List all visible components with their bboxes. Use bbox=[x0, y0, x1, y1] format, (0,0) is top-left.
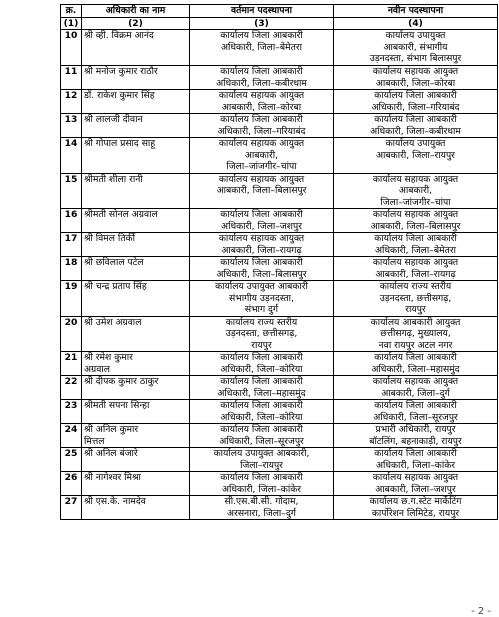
new-posting-cell bbox=[334, 472, 498, 496]
officer-name-cell bbox=[82, 233, 190, 257]
officer-name-line: श्री गोपाल प्रसाद साहू bbox=[84, 138, 156, 149]
current-posting-line: अधिकारी, जिला–गरियाबंद bbox=[217, 125, 306, 137]
new-posting-line: कार्यालय सहायक आयुक्त bbox=[372, 209, 459, 220]
new-posting-line: आबकारी, जिला–रायपुर bbox=[376, 149, 455, 161]
serial-number: 22 bbox=[61, 376, 82, 400]
new-posting-cell bbox=[334, 138, 498, 174]
serial-number: 21 bbox=[61, 352, 82, 376]
officer-name-line: श्रीमती सोनल अग्रवाल bbox=[84, 209, 158, 220]
table-row bbox=[61, 90, 498, 114]
new-posting-line: कार्यालय सहायक आयुक्त bbox=[372, 257, 459, 268]
current-posting-line: कार्यालय जिला आबकारी bbox=[220, 30, 303, 41]
column-number: (1) bbox=[61, 17, 82, 30]
current-posting-line: संभाग दुर्ग bbox=[244, 304, 279, 315]
current-posting-cell bbox=[190, 90, 334, 114]
current-posting-line: कार्यालय सहायक आयुक्त bbox=[218, 173, 305, 185]
officer-name-cell bbox=[82, 114, 190, 138]
new-posting-line: छत्तीसगढ़, मुख्यालय, bbox=[380, 328, 451, 339]
page-number: - 2 - bbox=[471, 606, 491, 617]
officer-name-line: श्री अनिल कुमार bbox=[84, 424, 139, 435]
table-row bbox=[61, 257, 498, 281]
new-posting-line: अधिकारी, जिला–कबीरधाम bbox=[370, 125, 461, 137]
new-posting-cell bbox=[334, 173, 498, 209]
current-posting-line: कार्यालय सहायक आयुक्त bbox=[218, 138, 305, 149]
current-posting-line: कार्यालय जिला आबकारी bbox=[220, 257, 303, 268]
new-posting-cell bbox=[334, 424, 498, 448]
table-row bbox=[61, 209, 498, 233]
officer-name-line: श्री एस.के. नामदेव bbox=[84, 496, 146, 507]
new-posting-line: कार्यालय सहायक आयुक्त bbox=[372, 173, 459, 185]
current-posting-line: कार्यालय जिला आबकारी bbox=[220, 376, 303, 387]
serial-number: 25 bbox=[61, 448, 82, 472]
current-posting-cell bbox=[190, 114, 334, 138]
current-posting-cell bbox=[190, 66, 334, 90]
officer-name-cell bbox=[82, 376, 190, 400]
officer-name-cell bbox=[82, 281, 190, 317]
officer-name-line: मित्तल bbox=[84, 435, 105, 447]
new-posting-line: नवा रायपुर अटल नगर bbox=[378, 339, 453, 351]
new-posting-cell bbox=[334, 352, 498, 376]
new-posting-line: कार्यालय जिला आबकारी bbox=[374, 448, 457, 459]
current-posting-line: जिला–रायपुर bbox=[240, 459, 283, 471]
serial-number: 27 bbox=[61, 496, 82, 520]
officer-name-line: श्री मनोज कुमार राठौर bbox=[84, 66, 158, 77]
current-posting-line: आबकारी, जिला–बिलासपुर bbox=[216, 185, 307, 196]
new-posting-line: आबकारी, जिला–बिलासपुर bbox=[370, 220, 461, 232]
column-number: (2) bbox=[82, 17, 190, 30]
new-posting-cell bbox=[334, 448, 498, 472]
officer-name-cell bbox=[82, 90, 190, 114]
new-posting-line: कार्यालय जिला आबकारी bbox=[374, 352, 457, 363]
current-posting-line: अरसनारा, जिला–दुर्ग bbox=[227, 507, 296, 519]
current-posting-cell bbox=[190, 448, 334, 472]
current-posting-line: अधिकारी, जिला–कोरिया bbox=[220, 363, 303, 375]
table-row bbox=[61, 30, 498, 66]
current-posting-line: कार्यालय जिला आबकारी bbox=[220, 209, 303, 220]
officer-name-line: डॉ. राकेश कुमार सिंह bbox=[84, 90, 155, 101]
officer-name-line: श्री दीपक कुमार ठाकुर bbox=[84, 376, 159, 387]
new-posting-cell bbox=[334, 233, 498, 257]
officer-name-line: श्री विमल तिर्की bbox=[84, 233, 135, 244]
officer-name-line: श्रीमती शीला रानी bbox=[84, 173, 143, 185]
new-posting-line: कार्यालय जिला आबकारी bbox=[374, 400, 457, 411]
new-posting-line: आबकारी, bbox=[398, 185, 433, 196]
officer-name-cell bbox=[82, 316, 190, 352]
current-posting-cell bbox=[190, 138, 334, 174]
serial-number: 26 bbox=[61, 472, 82, 496]
current-posting-line: अधिकारी, जिला–कोरिया bbox=[220, 411, 303, 423]
new-posting-cell bbox=[334, 30, 498, 66]
current-posting-line: अधिकारी, जिला–कबीरधाम bbox=[216, 77, 307, 89]
new-posting-cell bbox=[334, 496, 498, 520]
new-posting-line: अधिकारी, जिला–महासमुंद bbox=[371, 363, 460, 375]
new-posting-line: कार्यालय आबकारी आयुक्त bbox=[370, 316, 461, 328]
officer-name-line: श्री लालजी दीवान bbox=[84, 114, 143, 125]
serial-number: 24 bbox=[61, 424, 82, 448]
new-posting-cell bbox=[334, 114, 498, 138]
officer-name-cell bbox=[82, 209, 190, 233]
current-posting-line: अधिकारी, जिला–सूरजपुर bbox=[219, 435, 304, 447]
current-posting-line: कार्यालय जिला आबकारी bbox=[220, 400, 303, 411]
new-posting-line: अधिकारी, जिला–गरियाबंद bbox=[371, 101, 460, 113]
current-posting-line: कार्यालय राज्य स्तरीय bbox=[225, 316, 298, 328]
officer-name-line: श्रीमती सपना सिन्हा bbox=[84, 400, 150, 411]
new-posting-cell bbox=[334, 376, 498, 400]
new-posting-cell bbox=[334, 66, 498, 90]
officer-name-line: अग्रवाल bbox=[84, 363, 110, 375]
current-posting-line: संभागीय उड़नदस्ता, bbox=[229, 292, 294, 304]
current-posting-line: अधिकारी, जिला–बेमेतरा bbox=[221, 41, 302, 53]
current-posting-line: अधिकारी, जिला–महासमुंद bbox=[217, 387, 306, 399]
posting-table bbox=[60, 4, 498, 520]
new-posting-line: कार्यालय जिला आबकारी bbox=[374, 233, 457, 244]
current-posting-cell bbox=[190, 472, 334, 496]
officer-name-cell bbox=[82, 352, 190, 376]
new-posting-line: आबकारी, जिला–कोरबा bbox=[375, 77, 456, 89]
current-posting-line: अधिकारी, जिला–जशपुर bbox=[221, 220, 302, 232]
header-new-posting: नवीन पदस्थापना bbox=[334, 5, 498, 18]
current-posting-cell bbox=[190, 376, 334, 400]
current-posting-cell bbox=[190, 209, 334, 233]
current-posting-line: अधिकारी, जिला–कांकेर bbox=[221, 483, 302, 495]
current-posting-cell bbox=[190, 281, 334, 317]
new-posting-line: कार्यालय जिला आबकारी bbox=[374, 90, 457, 101]
current-posting-line: कार्यालय जिला आबकारी bbox=[220, 352, 303, 363]
new-posting-line: कार्यालय उपायुक्त bbox=[385, 30, 446, 41]
new-posting-cell bbox=[334, 281, 498, 317]
table-row bbox=[61, 233, 498, 257]
table-row bbox=[61, 66, 498, 90]
new-posting-line: आबकारी, संभागीय bbox=[383, 41, 448, 53]
new-posting-line: कार्यालय राज्य स्तरीय bbox=[379, 281, 452, 292]
new-posting-line: कार्यालय सहायक आयुक्त bbox=[372, 472, 459, 483]
current-posting-line: कार्यालय उपायुक्त आबकारी bbox=[215, 281, 308, 292]
officer-name-cell bbox=[82, 400, 190, 424]
current-posting-cell bbox=[190, 30, 334, 66]
current-posting-line: रायपुर bbox=[251, 339, 272, 351]
table-body bbox=[61, 30, 498, 520]
header-officer-name: अधिकारी का नाम bbox=[82, 5, 190, 18]
new-posting-line: आबकारी, जिला–दुर्ग bbox=[381, 387, 450, 399]
new-posting-cell bbox=[334, 257, 498, 281]
officer-name-cell bbox=[82, 448, 190, 472]
table-row bbox=[61, 114, 498, 138]
current-posting-line: कार्यालय सहायक आयुक्त bbox=[218, 233, 305, 244]
current-posting-line: कार्यालय जिला आबकारी bbox=[220, 114, 303, 125]
new-posting-line: आबकारी, जिला–जशपुर bbox=[375, 483, 456, 495]
current-posting-cell bbox=[190, 352, 334, 376]
serial-number: 18 bbox=[61, 257, 82, 281]
current-posting-cell bbox=[190, 257, 334, 281]
column-number-row bbox=[61, 17, 498, 30]
officer-name-line: श्री व्ही. विक्रम आनंद bbox=[84, 30, 154, 41]
new-posting-line: जिला–जांजगीर–चांपा bbox=[380, 196, 451, 208]
serial-number: 17 bbox=[61, 233, 82, 257]
new-posting-line: कार्यालय सहायक आयुक्त bbox=[372, 66, 459, 77]
new-posting-cell bbox=[334, 209, 498, 233]
table-row bbox=[61, 448, 498, 472]
new-posting-line: उड़नदस्ता, छत्तीसगढ़, bbox=[379, 292, 452, 304]
serial-number: 10 bbox=[61, 30, 82, 66]
officer-name-line: श्री अनिल बंजारे bbox=[84, 448, 138, 459]
new-posting-cell bbox=[334, 400, 498, 424]
current-posting-line: आबकारी, जिला–रायगढ़ bbox=[221, 244, 302, 256]
current-posting-line: कार्यालय उपायुक्त आबकारी, bbox=[213, 448, 310, 459]
current-posting-line: कार्यालय सहायक आयुक्त bbox=[218, 90, 305, 101]
new-posting-line: अधिकारी, जिला–बेमेतरा bbox=[375, 244, 456, 256]
current-posting-cell bbox=[190, 496, 334, 520]
current-posting-cell bbox=[190, 316, 334, 352]
current-posting-line: आबकारी, bbox=[244, 149, 279, 161]
column-number: (3) bbox=[190, 17, 334, 30]
new-posting-cell bbox=[334, 316, 498, 352]
new-posting-line: आबकारी, जिला–रायगढ़ bbox=[375, 268, 456, 280]
header-serial: क्र. bbox=[61, 5, 82, 18]
serial-number: 19 bbox=[61, 281, 82, 317]
current-posting-line: कार्यालय जिला आबकारी bbox=[220, 472, 303, 483]
officer-name-cell bbox=[82, 138, 190, 174]
current-posting-line: कार्यालय जिला आबकारी bbox=[220, 424, 303, 435]
table-row bbox=[61, 472, 498, 496]
current-posting-cell bbox=[190, 400, 334, 424]
new-posting-line: कार्यालय सहायक आयुक्त bbox=[372, 376, 459, 387]
new-posting-line: प्रभारी अधिकारी, रायपुर bbox=[375, 424, 456, 435]
current-posting-cell bbox=[190, 173, 334, 209]
table-row bbox=[61, 496, 498, 520]
officer-name-cell bbox=[82, 30, 190, 66]
serial-number: 16 bbox=[61, 209, 82, 233]
table-row bbox=[61, 352, 498, 376]
new-posting-line: कार्यालय छ.ग.स्टेट मार्केटिंग bbox=[369, 496, 462, 507]
serial-number: 14 bbox=[61, 138, 82, 174]
new-posting-line: रायपुर bbox=[405, 304, 426, 315]
current-posting-line: उड़नदस्ता, छत्तीसगढ़, bbox=[225, 328, 298, 339]
officer-name-cell bbox=[82, 66, 190, 90]
new-posting-line: बॉटलिंग, बहनाकाड़ी, रायपुर bbox=[369, 435, 462, 447]
new-posting-line: कार्यालय उपायुक्त bbox=[385, 138, 446, 149]
current-posting-cell bbox=[190, 424, 334, 448]
new-posting-line: कार्पोरेशन लिमिटेड, रायपुर bbox=[371, 507, 460, 519]
officer-name-line: श्री छविलाल पटेल bbox=[84, 257, 144, 268]
officer-name-line: श्री चन्द्र प्रताप सिंह bbox=[84, 281, 147, 292]
officer-name-line: श्री रमेश कुमार bbox=[84, 352, 133, 363]
table-row bbox=[61, 400, 498, 424]
officer-name-cell bbox=[82, 472, 190, 496]
table-row bbox=[61, 138, 498, 174]
new-posting-line: उड़नदस्ता, संभाग बिलासपुर bbox=[369, 53, 462, 64]
officer-name-line: श्री नागेश्वर मिश्रा bbox=[84, 472, 141, 483]
serial-number: 20 bbox=[61, 316, 82, 352]
current-posting-line: सी.एस.बी.सी. गोदाम, bbox=[224, 496, 299, 507]
serial-number: 11 bbox=[61, 66, 82, 90]
officer-name-cell bbox=[82, 173, 190, 209]
table-row bbox=[61, 376, 498, 400]
current-posting-line: कार्यालय जिला आबकारी bbox=[220, 66, 303, 77]
current-posting-line: जिला–जांजगीर–चांपा bbox=[226, 161, 297, 172]
serial-number: 15 bbox=[61, 173, 82, 209]
table-row bbox=[61, 281, 498, 317]
serial-number: 23 bbox=[61, 400, 82, 424]
officer-name-line: श्री उमेश अग्रवाल bbox=[84, 316, 142, 328]
current-posting-cell bbox=[190, 233, 334, 257]
officer-name-cell bbox=[82, 257, 190, 281]
header-current-posting: वर्तमान पदस्थापना bbox=[190, 5, 334, 18]
current-posting-line: आबकारी, जिला–कोरबा bbox=[221, 101, 302, 113]
current-posting-line: अधिकारी, जिला–बिलासपुर bbox=[216, 268, 307, 280]
table-row bbox=[61, 173, 498, 209]
new-posting-line: अधिकारी, जिला–कांकेर bbox=[375, 459, 456, 471]
table-row bbox=[61, 424, 498, 448]
serial-number: 12 bbox=[61, 90, 82, 114]
officer-name-cell bbox=[82, 424, 190, 448]
new-posting-line: कार्यालय जिला आबकारी bbox=[374, 114, 457, 125]
table-row bbox=[61, 316, 498, 352]
column-number: (4) bbox=[334, 17, 498, 30]
header-row bbox=[61, 5, 498, 18]
new-posting-cell bbox=[334, 90, 498, 114]
officer-name-cell bbox=[82, 496, 190, 520]
serial-number: 13 bbox=[61, 114, 82, 138]
new-posting-line: अधिकारी, जिला–सूरजपुर bbox=[373, 411, 458, 423]
